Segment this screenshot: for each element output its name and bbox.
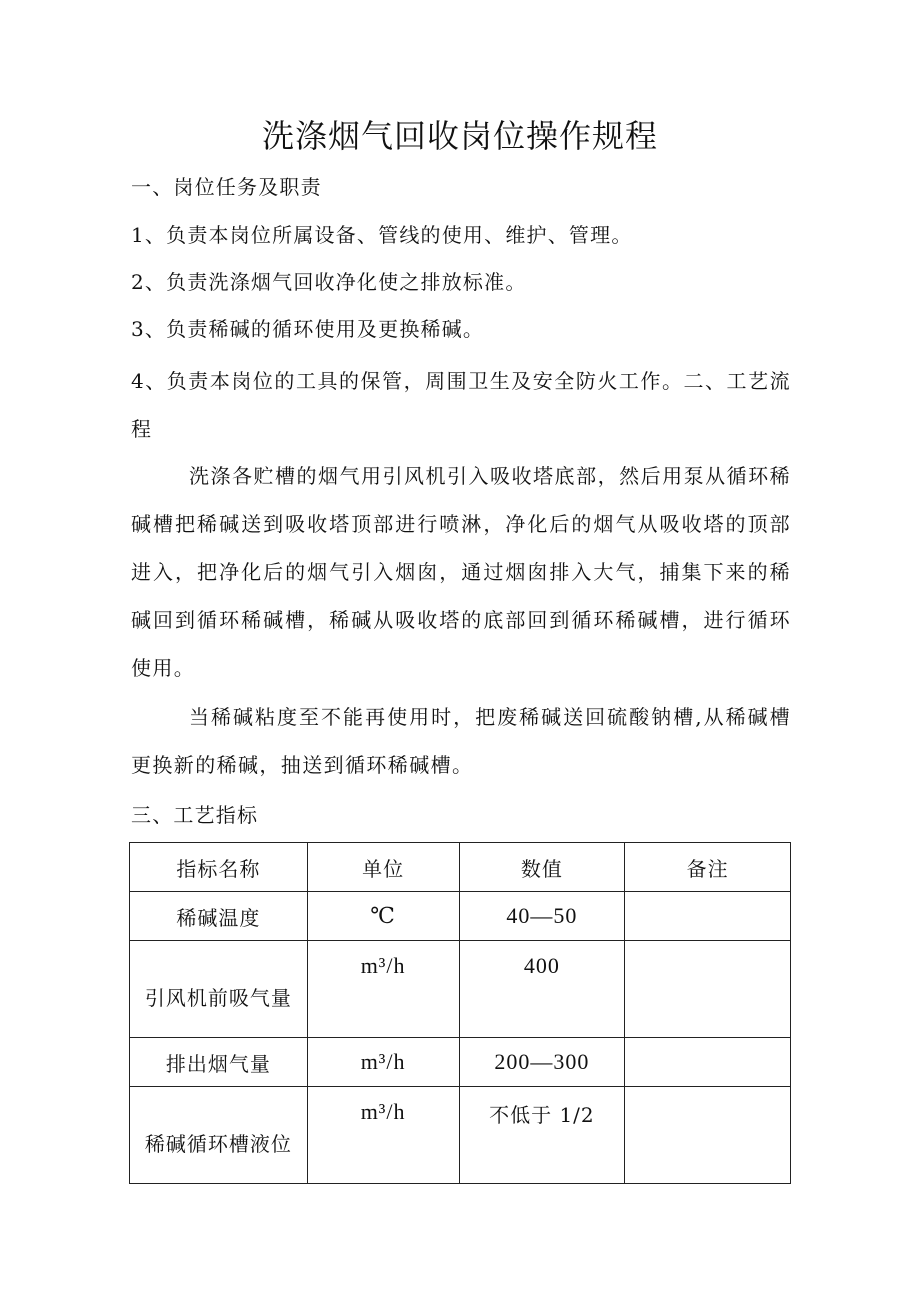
process-paragraph-2: 当稀碱粘度至不能再使用时，把废稀碱送回硫酸钠槽,从稀碱槽更换新的稀碱，抽送到循环稀碱槽。 [131,705,791,777]
table-row [130,1038,791,1087]
duty-item-4: 4、负责本岗位的工具的保管，周围卫生及安全防火工作。二、工艺流程 [131,369,791,441]
process-paragraph-1: 洗涤各贮槽的烟气用引风机引入吸收塔底部，然后用泵从循环稀碱槽把稀碱送到吸收塔顶部进行喷淋，净化后的烟气从吸收塔的顶部进入，把净化后的烟气引入烟囱，通过烟囱排入大气，捕集下来的稀碱回到循环稀碱槽，稀碱从吸收塔的底部回到循环稀碱槽，进行循环使用。 [131,464,791,680]
table-row [130,1087,791,1184]
table-cell-note [625,1087,791,1184]
table-cell-value: 200—300 [459,1038,625,1087]
table-cell-note [625,941,791,1038]
table-cell-value-wrap [459,941,625,1038]
document-title: 洗涤烟气回收岗位操作规程 [261,117,658,155]
table-cell-unit: m³/h [307,1038,459,1087]
table-cell-name: 排出烟气量 [130,1038,308,1087]
table-cell-value: 40—50 [459,892,625,941]
table-cell-name: 引风机前吸气量 [144,985,292,1010]
table-header-cell: 单位 [307,843,459,892]
duty-item-1: 1、负责本岗位所属设备、管线的使用、维护、管理。 [131,223,633,247]
table-cell-name-wrap [130,1087,308,1184]
table-cell-unit: m³/h [360,953,406,978]
duty-item-2: 2、负责洗涤烟气回收净化使之排放标准。 [131,270,527,294]
duty-item-3: 3、负责稀碱的循环使用及更换稀碱。 [131,317,485,341]
table-cell-name: 稀碱温度 [130,892,308,941]
table-cell-value: 400 [523,953,560,978]
table-header-row [130,843,791,892]
table-row [130,892,791,941]
process-indicator-table [129,842,791,1184]
section1-heading: 一、岗位任务及职责 [131,175,322,199]
table-cell-unit-wrap [307,1087,459,1184]
table-cell-unit: m³/h [360,1099,406,1124]
table-cell-note [625,892,791,941]
table-cell-name: 稀碱循环槽液位 [144,1131,292,1156]
table-header-cell: 指标名称 [130,843,308,892]
table-cell-note [625,1038,791,1087]
table-cell-value: 不低于 1/2 [489,1103,595,1127]
table-header-cell: 备注 [625,843,791,892]
section3-heading: 三、工艺指标 [131,803,259,827]
table-cell-unit-wrap [307,941,459,1038]
table-row [130,941,791,1038]
table-cell-name-wrap [130,941,308,1038]
table-cell-value-wrap [459,1087,625,1184]
table-header-cell: 数值 [459,843,625,892]
table-cell-unit: ℃ [307,892,459,941]
